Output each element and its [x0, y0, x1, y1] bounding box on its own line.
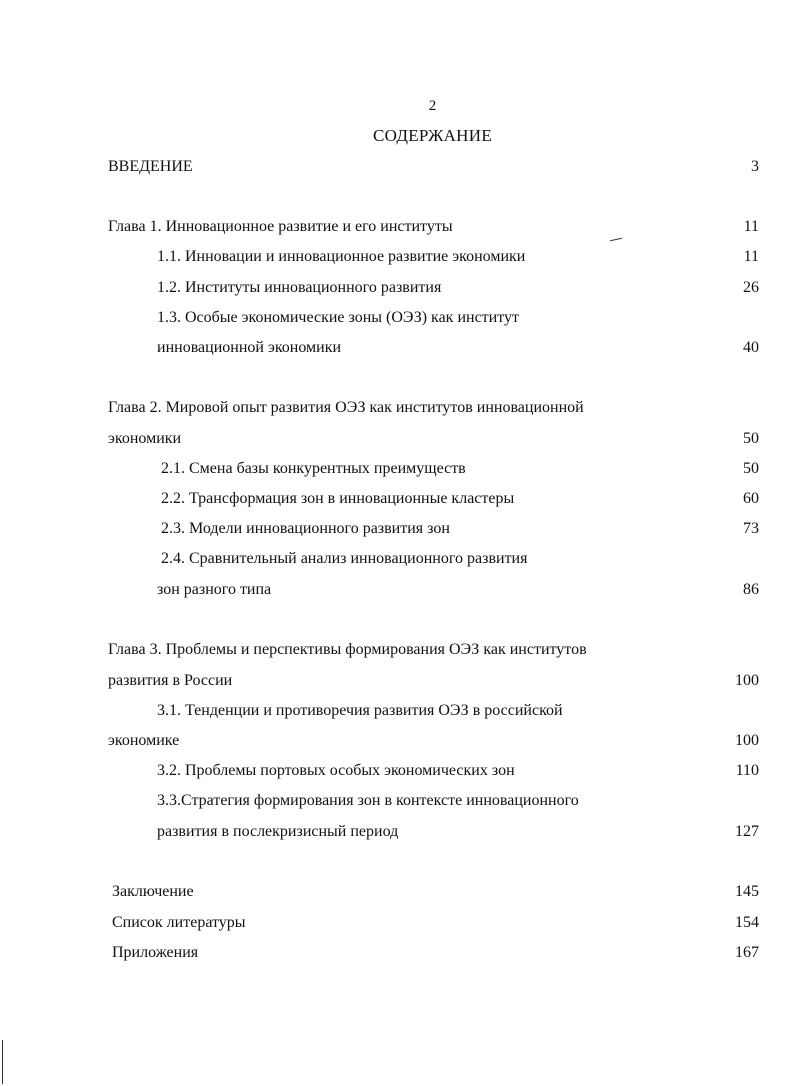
toc-entry-page: 60	[743, 490, 759, 507]
page-number: 2	[428, 98, 437, 114]
toc-entry-page: 50	[743, 430, 759, 447]
toc-entry-section-3-1-cont	[108, 732, 179, 750]
toc-entry-chapter-3	[108, 641, 587, 659]
toc-entry-text: 2.4. Сравнительный анализ инновационного развития	[161, 550, 528, 567]
toc-entry-page: 127	[735, 823, 759, 840]
toc-entry-chapter-1	[108, 218, 453, 236]
toc-entry-appendices	[112, 944, 198, 962]
toc-title: СОДЕРЖАНИЕ	[372, 126, 493, 145]
toc-entry-page: 50	[743, 460, 759, 477]
toc-entry-page: 26	[743, 279, 759, 296]
toc-entry-chapter-2-cont	[108, 430, 181, 448]
toc-entry-section-3-3-cont	[157, 823, 398, 841]
toc-entry-section-2-4-cont	[157, 581, 271, 599]
toc-entry-page: 73	[743, 520, 759, 537]
toc-entry-text: Глава 1. Инновационное развитие и его институты	[108, 218, 453, 235]
toc-entry-text: 3.1. Тенденции и противоречия развития ОЭЗ в российской	[157, 702, 563, 719]
toc-entry-text: ВВЕДЕНИЕ	[108, 158, 193, 175]
toc-entry-text: развития в России	[108, 672, 233, 689]
toc-entry-page: 145	[735, 883, 759, 900]
toc-entry-section-1-2	[157, 279, 441, 297]
toc-entry-text: 2.3. Модели инновационного развития зон	[161, 520, 450, 537]
toc-entry-section-1-3	[157, 309, 519, 327]
toc-entry-text: 3.2. Проблемы портовых особых экономических зон	[157, 762, 515, 779]
toc-entry-page: 40	[743, 339, 759, 356]
toc-entry-text: зон разного типа	[157, 581, 272, 598]
scan-artifact-dash	[610, 238, 622, 241]
toc-entry-page: 100	[735, 672, 759, 689]
toc-entry-text: 1.3. Особые экономические зоны (ОЭЗ) как институт	[157, 309, 519, 326]
toc-entry-page: 3	[751, 158, 759, 175]
toc-entry-conclusion	[112, 883, 194, 901]
toc-entry-text: 1.2. Институты инновационного развития	[157, 279, 442, 296]
toc-entry-bibliography	[112, 914, 246, 932]
toc-entry-section-1-1	[157, 248, 525, 266]
toc-entry-section-1-3-cont	[157, 339, 341, 357]
toc-entry-chapter-3-cont	[108, 672, 232, 690]
toc-entry-section-3-3	[157, 792, 579, 810]
toc-entry-page: 11	[743, 248, 759, 265]
toc-entry-page: 11	[743, 218, 759, 235]
toc-entry-section-3-1	[157, 702, 563, 720]
toc-entry-page: 110	[735, 762, 759, 779]
toc-entry-text: Список литературы	[112, 914, 246, 931]
toc-entry-page: 154	[735, 914, 759, 931]
toc-entry-text: экономике	[108, 732, 180, 749]
toc-entry-section-2-3	[161, 520, 450, 538]
toc-entry-text: 2.2. Трансформация зон в инновационные кластеры	[161, 490, 515, 507]
toc-entry-text: Глава 3. Проблемы и перспективы формирования ОЭЗ как институтов	[108, 641, 587, 658]
toc-entry-page: 100	[735, 732, 759, 749]
toc-entry-section-2-1	[161, 460, 466, 478]
toc-entry-text: 3.3.Стратегия формирования зон в контексте инновационного	[157, 792, 579, 809]
toc-entry-text: 1.1. Инновации и инновационное развитие экономики	[157, 248, 526, 265]
toc-entry-text: Приложения	[112, 944, 199, 961]
toc-entry-section-2-4	[161, 550, 527, 568]
toc-entry-chapter-2	[108, 399, 584, 417]
toc-entry-section-3-2	[157, 762, 515, 780]
scan-artifact-edge	[2, 1040, 3, 1084]
toc-entry-text: экономики	[108, 430, 182, 447]
toc-entry-section-2-2	[161, 490, 514, 508]
toc-entry-introduction	[108, 158, 193, 176]
toc-entry-text: развития в послекризисный период	[157, 823, 399, 840]
toc-entry-text: инновационной экономики	[157, 339, 342, 356]
toc-entry-text: 2.1. Смена базы конкурентных преимуществ	[161, 460, 466, 477]
toc-entry-text: Глава 2. Мировой опыт развития ОЭЗ как институтов инновационной	[108, 399, 584, 416]
toc-entry-text: Заключение	[112, 883, 194, 900]
toc-entry-page: 86	[743, 581, 759, 598]
toc-entry-page: 167	[735, 944, 759, 961]
